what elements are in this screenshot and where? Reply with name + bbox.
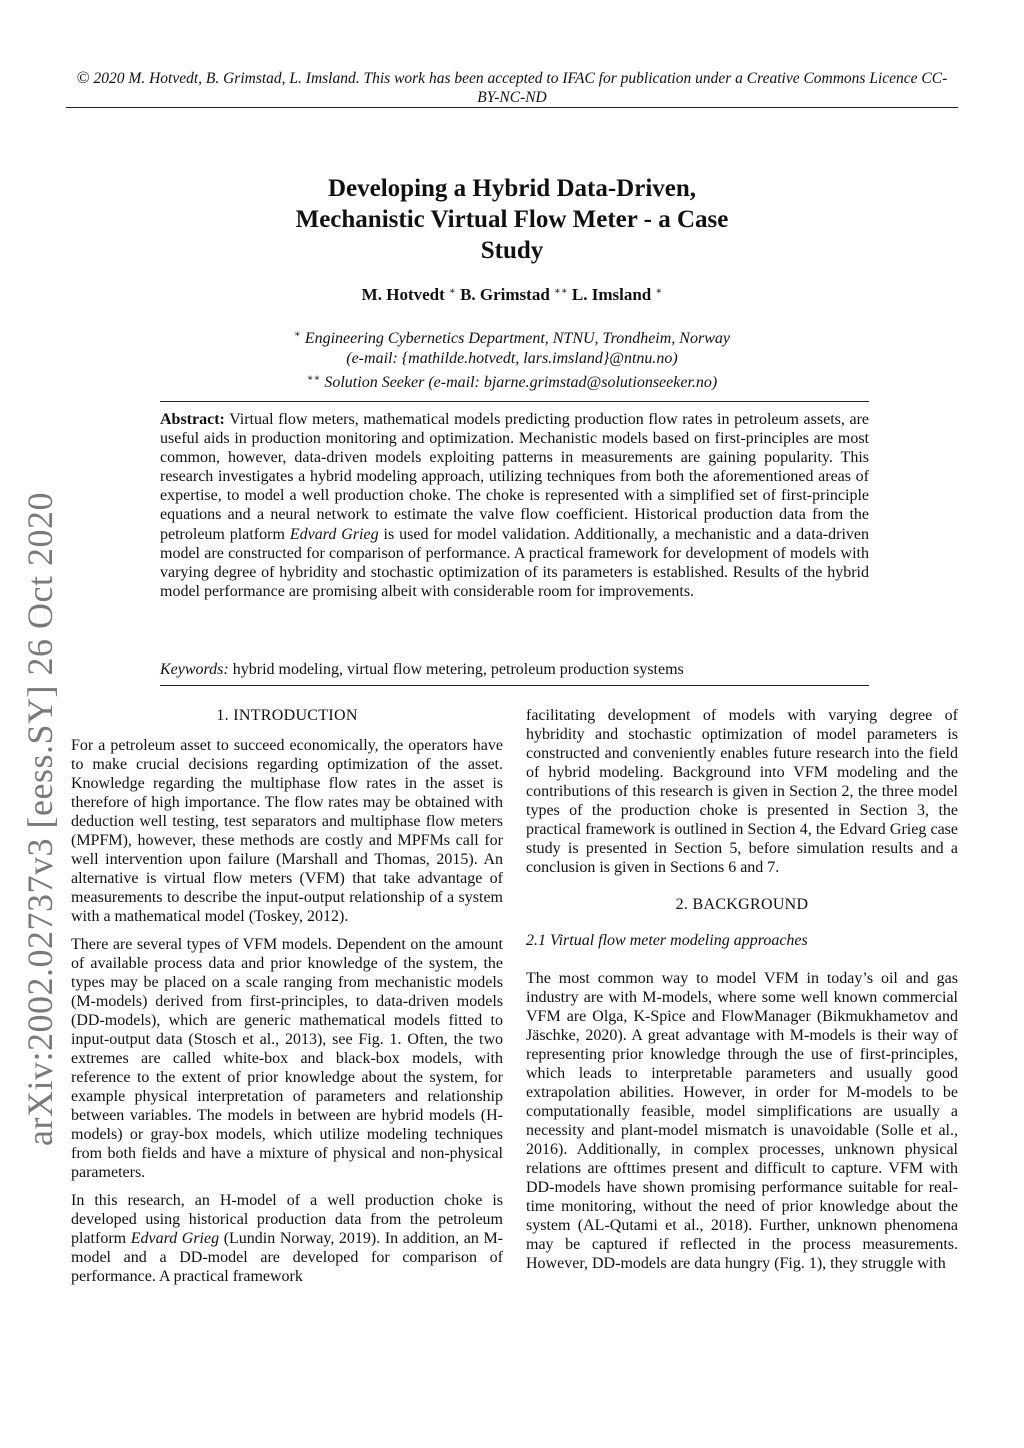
right-column (526, 706, 958, 1282)
abstract-bottom-rule (160, 685, 869, 686)
abstract-italic: Edvard Grieg (289, 525, 379, 543)
abstract-label: Abstract: (160, 411, 225, 428)
arxiv-side-stamp: arXiv:2002.02737v3 [eess.SY] 26 Oct 2020 (20, 492, 60, 1146)
abstract-top-rule (160, 401, 869, 402)
paragraph: There are several types of VFM models. Dependent on the amount of available process data and prior knowledge of the system, the types may be placed on a scale ranging from mechanistic models (M-models) derived from first-principles, to data-driven models (DD-models), which are generic mathematical models fitted to input-output data (Stosch et al., 2013), see Fig. 1. Often, the two extremes are called white-box and black-box models, with reference to the extent of prior knowledge about the system, for example physical interpretation of parameters and relationship between variables. The models in between are hybrid models (H-models) or gray-box models, which utilize modeling techniques from both fields and have a mixture of physical and non-physical parameters. (71, 936, 503, 1181)
paragraph (71, 1191, 503, 1286)
author-mark: ∗ (449, 286, 456, 297)
affiliations (162, 325, 862, 393)
license-header (66, 68, 958, 107)
left-column (71, 706, 503, 1295)
paragraph: The most common way to model VFM in today’s oil and gas industry are with M-models, where some well known commercial VFM are Olga, K-Spice and FlowManager (Bikmukhametov and Jäschke, 2020). A great advantage with M-models is their way of representing prior knowledge through the use of first-principles, which leads to interpretable parameters and usually good extrapolation abilities. However, in order for M-models to be computationally feasible, model simplifications are usually a necessity and plant-model mismatch is unavoidable (Solle et al., 2016). Additionally, in complex processes, unknown physical relations are ofttimes present and difficult to capture. VFM with DD-models have shown promising performance suitable for real-time monitoring, without the need of prior knowledge about the system (AL-Qutami et al., 2018). Further, unknown phenomena may be captured if reflected in the process measurements. However, DD-models are data hungry (Fig. 1), they struggle with (526, 970, 958, 1272)
author-name: M. Hotvedt (361, 285, 445, 304)
paper-title (232, 173, 792, 266)
title-line: Study (480, 237, 544, 264)
affiliation (162, 325, 862, 349)
keywords (160, 661, 869, 679)
affiliation (162, 369, 862, 393)
abstract-text: is used for model validation. Additionally, a mechanistic and a data-driven model are constructed for comparison of performance. A practical framework for development of models with varying degree of hybridity and stochastic optimization of its parameters is established. Results of the hybrid model performance are promising albeit with considerable room for improvements. (160, 525, 869, 600)
subsection-heading: 2.1 Virtual flow meter modeling approaches (526, 932, 808, 949)
author-name: L. Imsland (571, 285, 652, 304)
affiliation-mark: ∗∗ (306, 373, 321, 384)
copyright-icon: © (76, 68, 90, 87)
keywords-label: Keywords: (160, 661, 229, 678)
license-text: 2020 M. Hotvedt, B. Grimstad, L. Imsland. This work has been accepted to IFAC for publication under a Creative Commons Licence CC-BY-NC-ND (93, 70, 948, 106)
author-mark: ∗ (655, 286, 663, 297)
section-heading: 1. INTRODUCTION (216, 707, 358, 724)
abstract (160, 410, 869, 601)
abstract-text: Virtual flow meters, mathematical models predicting production flow rates in petroleum assets, are useful aids in production monitoring and optimization. Mechanistic models based on first-principles are most common, however, data-driven models exploiting patterns in measurements are gaining popularity. This research investigates a hybrid modeling approach, utilizing techniques from both the aforementioned areas of expertise, to model a well production choke. The choke is represented with a simplified set of first-principle equations and a neural network to estimate the valve flow coefficient. Historical production data from the petroleum platform (160, 411, 869, 543)
author-name: B. Grimstad (460, 285, 550, 304)
header-divider (66, 107, 958, 108)
paragraph-text: In this research, an H-model of a well production choke is developed using historical production data from the petroleum platform (71, 1192, 503, 1247)
author-mark: ∗∗ (554, 286, 568, 297)
title-line: Developing a Hybrid Data-Driven, (327, 175, 697, 202)
affiliation-mark: ∗ (294, 329, 301, 340)
keywords-text: hybrid modeling, virtual flow metering, petroleum production systems (232, 661, 684, 678)
author-list (232, 285, 792, 305)
paragraph: facilitating development of models with varying degree of hybridity and stochastic optimization of model parameters is constructed and conveniently enables future research into the field of hybrid modeling. Background into VFM modeling and the contributions of this research is given in Section 2, the three model types of the production choke is presented in Section 3, the practical framework is outlined in Section 4, the Edvard Grieg case study is presented in Section 5, before simulation results and a conclusion is given in Sections 6 and 7. (526, 707, 958, 876)
title-line: Mechanistic Virtual Flow Meter - a Case (295, 206, 729, 233)
paragraph: For a petroleum asset to succeed economically, the operators have to make crucial decisions regarding optimization of the asset. Knowledge regarding the multiphase flow rates in the asset is therefore of high importance. The flow rates may be obtained with deduction well testing, test separators and multiphase flow meters (MPFM), however, these methods are costly and MPFMs call for well intervention upon failure (Marshall and Thomas, 2015). An alternative is virtual flow meters (VFM) that take advantage of measurements to describe the input-output relationship of a system with a mathematical model (Toskey, 2012). (71, 737, 503, 925)
paragraph-italic: Edvard Grieg (130, 1230, 220, 1247)
affiliation-text: Solution Seeker (e-mail: bjarne.grimstad@solutionseeker.no) (324, 374, 718, 391)
affiliation-text: Engineering Cybernetics Department, NTNU, Trondheim, Norway (304, 330, 730, 347)
affiliation-email: (e-mail: {mathilde.hotvedt, lars.imsland}@ntnu.no) (346, 350, 678, 367)
section-heading: 2. BACKGROUND (675, 896, 809, 913)
paragraph-text: (Lundin Norway, 2019). In addition, an M-model and a DD-model are developed for comparison of performance. A practical framework (71, 1230, 504, 1285)
